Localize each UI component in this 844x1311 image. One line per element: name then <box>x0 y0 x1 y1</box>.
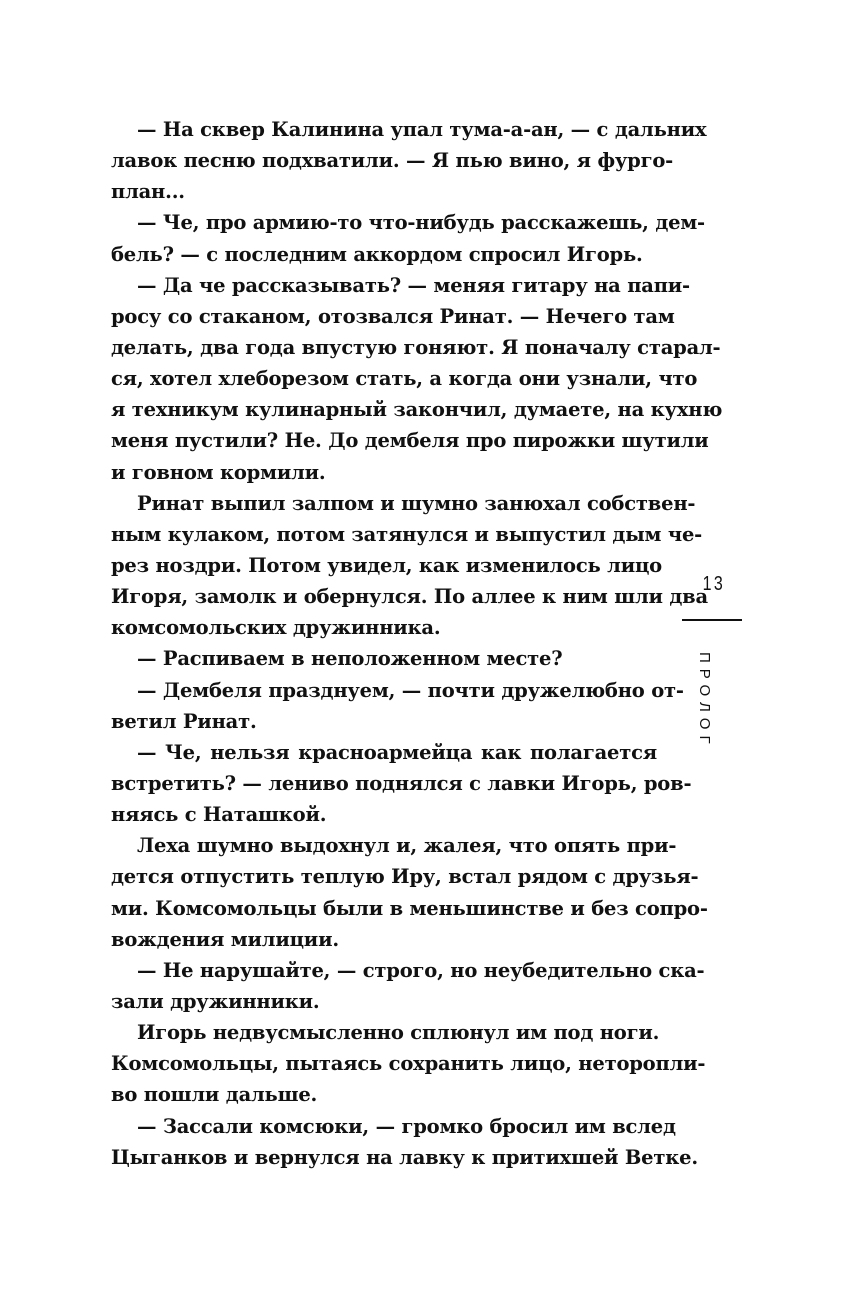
text-line: рез ноздри. Потом увидел, как изменилось лицо <box>111 553 662 577</box>
running-head-section-title: ПРОЛОГ <box>696 652 713 750</box>
text-line: во пошли дальше. <box>111 1083 318 1107</box>
text-line: вождения милиции. <box>111 927 339 951</box>
paragraph <box>111 955 705 1017</box>
paragraph <box>111 830 708 955</box>
text-line: Леха шумно выдохнул и, жалея, что опять при- <box>137 834 677 858</box>
paragraph <box>111 1017 706 1110</box>
text-line: няясь с Наташкой. <box>111 803 327 827</box>
text-line: и говном кормили. <box>111 460 326 484</box>
text-line: — Че, нельзя красноармейца как полагается <box>137 740 657 764</box>
text-line: — Че, про армию-то что-нибудь расскажешь, дем- <box>137 211 705 235</box>
text-line: — На сквер Калинина упал тума-а-ан, — с дальних <box>137 118 707 141</box>
text-line: ми. Комсомольцы были в меньшинстве и без сопро- <box>111 896 708 920</box>
paragraph <box>111 114 707 207</box>
text-line: ным кулаком, потом затянулся и выпустил дым че- <box>111 522 703 546</box>
text-line: — Не нарушайте, — строго, но неубедительно ска- <box>137 958 705 982</box>
text-line: делать, два года впустую гоняют. Я поначалу старал- <box>111 335 721 359</box>
paragraph <box>111 270 723 488</box>
paragraph <box>111 488 708 644</box>
text-line: Игорь недвусмысленно сплюнул им под ноги. <box>137 1021 660 1045</box>
text-line: меня пустили? Не. До дембеля про пирожки шутили <box>111 429 709 453</box>
text-line: — Да че рассказывать? — меняя гитару на папи- <box>137 273 690 297</box>
paragraph <box>111 207 705 269</box>
header-rule-divider <box>682 619 742 621</box>
text-line: комсомольских дружинника. <box>111 616 441 640</box>
text-line: ветил Ринат. <box>111 709 257 733</box>
text-line: дется отпустить теплую Иру, встал рядом с друзья- <box>111 865 699 889</box>
paragraph <box>111 737 692 830</box>
text-line: — Зассали комсюки, — громко бросил им вслед <box>137 1114 676 1138</box>
paragraph <box>111 675 684 737</box>
text-line: Ринат выпил залпом и шумно занюхал собствен- <box>137 491 696 515</box>
text-line: встретить? — лениво поднялся с лавки Игорь, ров- <box>111 771 692 795</box>
page-number: 13 <box>702 573 726 595</box>
text-line: лавок песню подхватили. — Я пью вино, я фурго- <box>111 149 674 173</box>
text-line: я техникум кулинарный закончил, думаете, на кухню <box>111 398 723 422</box>
text-line: зали дружинники. <box>111 989 320 1013</box>
text-line: ся, хотел хлеборезом стать, а когда они узнали, что <box>111 367 698 391</box>
text-line: росу со стаканом, отозвался Ринат. — Нечего там <box>111 304 675 328</box>
text-line: Комсомольцы, пытаясь сохранить лицо, неторопли- <box>111 1052 706 1076</box>
text-line: Игоря, замолк и обернулся. По аллее к ним шли два <box>111 585 708 609</box>
text-line: план... <box>111 180 185 204</box>
text-line: — Дембеля празднуем, — почти дружелюбно от- <box>137 678 684 702</box>
paragraph <box>111 643 657 674</box>
paragraph <box>111 1111 698 1173</box>
text-line: бель? — с последним аккордом спросил Игорь. <box>111 242 643 266</box>
text-line: Цыганков и вернулся на лавку к притихшей Ветке. <box>111 1145 698 1169</box>
text-line: — Распиваем в неположенном месте? <box>137 647 563 671</box>
